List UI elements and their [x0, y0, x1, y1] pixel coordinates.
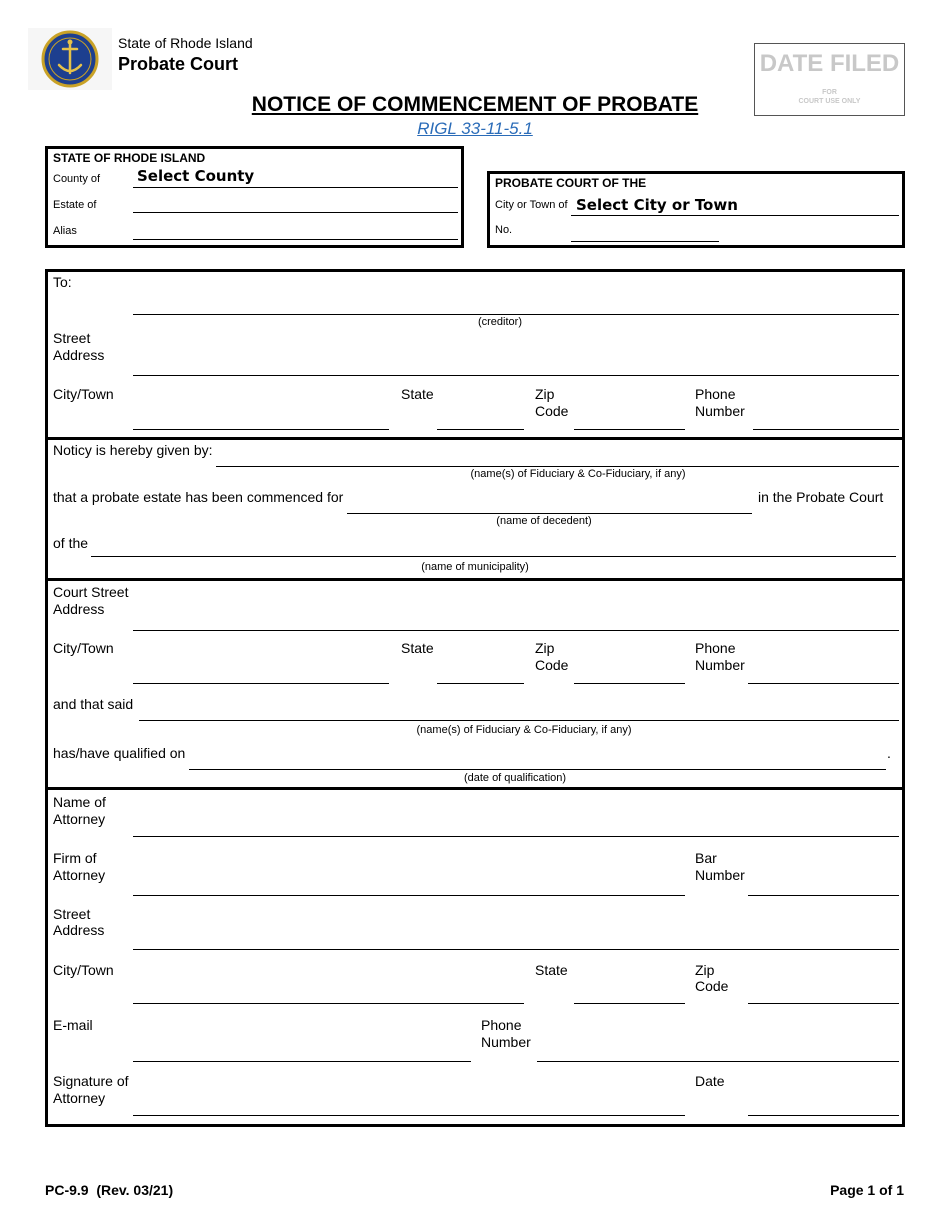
divider-2 [45, 578, 905, 581]
court-state-input[interactable] [437, 683, 524, 684]
estate-label: Estate of [53, 199, 97, 211]
qualified-period: . [887, 745, 891, 761]
to-zip-label-1: Zip [535, 386, 555, 402]
qualification-caption: (date of qualification) [463, 772, 567, 784]
page-title: NOTICE OF COMMENCEMENT OF PROBATE [251, 93, 699, 116]
date-filed-label: DATE FILED [759, 50, 900, 77]
municipality-caption: (name of municipality) [421, 561, 529, 573]
signature-date-label: Date [695, 1073, 725, 1089]
attorney-firm-label-1: Firm of [53, 850, 97, 866]
court-street-label-2: Address [53, 601, 105, 617]
caption-right-heading: PROBATE COURT OF THE [495, 176, 647, 190]
attorney-name-label-1: Name of [53, 794, 106, 810]
to-state-label: State [401, 386, 434, 402]
attorney-firm-input[interactable] [133, 895, 685, 896]
court-phone-input[interactable] [748, 683, 899, 684]
city-town-select[interactable]: Select City or Town [576, 196, 738, 214]
to-phone-label-1: Phone [695, 386, 736, 402]
city-town-label: City or Town of [495, 199, 568, 211]
creditor-input[interactable] [133, 314, 899, 315]
county-select[interactable]: Select County [137, 167, 255, 185]
decedent-caption: (name of decedent) [496, 515, 592, 527]
bar-number-label-2: Number [695, 867, 745, 883]
attorney-street-input[interactable] [133, 949, 899, 950]
and-said-caption: (name(s) of Fiduciary & Co-Fiduciary, if any) [416, 724, 632, 736]
attorney-name-label-2: Attorney [53, 811, 106, 827]
to-state-input[interactable] [437, 429, 524, 430]
qualified-label: has/have qualified on [53, 745, 186, 761]
decedent-input[interactable] [347, 513, 752, 514]
email-input[interactable] [133, 1061, 471, 1062]
to-zip-label-2: Code [535, 403, 569, 419]
form-id: PC-9.9 (Rev. 03/21) [45, 1182, 174, 1198]
date-filed-box [754, 43, 905, 116]
and-said-label: and that said [53, 696, 134, 712]
caption-left-heading: STATE OF RHODE ISLAND [53, 151, 206, 165]
rhode-island-seal-icon [28, 28, 112, 90]
and-said-input[interactable] [139, 720, 899, 721]
court-city-input[interactable] [133, 683, 389, 684]
court-zip-label-2: Code [535, 657, 569, 673]
attorney-city-label: City/Town [53, 962, 114, 978]
state-name: State of Rhode Island [118, 35, 253, 51]
bar-number-label-1: Bar [695, 850, 717, 866]
case-no-input[interactable] [571, 241, 719, 242]
attorney-city-input[interactable] [133, 1003, 524, 1004]
to-street-label-1: Street [53, 330, 91, 346]
commenced-label: that a probate estate has been commenced for [53, 489, 344, 505]
court-city-label: City/Town [53, 640, 114, 656]
divider-1 [45, 437, 905, 440]
attorney-street-label-1: Street [53, 906, 91, 922]
statute-link[interactable]: RIGL 33-11-5.1 [417, 119, 533, 138]
attorney-phone-input[interactable] [537, 1061, 899, 1062]
to-street-label-2: Address [53, 347, 105, 363]
court-street-input[interactable] [133, 630, 899, 631]
main-form-box [45, 269, 905, 1127]
email-label: E-mail [53, 1017, 93, 1033]
creditor-caption: (creditor) [477, 316, 522, 328]
in-court-label: in the Probate Court [758, 489, 884, 505]
estate-input[interactable] [133, 212, 458, 213]
city-town-line [571, 215, 899, 216]
attorney-phone-label-1: Phone [481, 1017, 522, 1033]
attorney-street-label-2: Address [53, 922, 105, 938]
case-no-label: No. [495, 224, 513, 236]
attorney-state-label: State [535, 962, 568, 978]
to-street-input[interactable] [133, 375, 899, 376]
to-zip-input[interactable] [574, 429, 685, 430]
court-use-for: FOR [822, 89, 837, 96]
alias-label: Alias [53, 225, 77, 237]
court-phone-label-2: Number [695, 657, 745, 673]
court-use-only: COURT USE ONLY [798, 98, 861, 105]
signature-input[interactable] [133, 1115, 685, 1116]
to-phone-label-2: Number [695, 403, 745, 419]
court-state-label: State [401, 640, 434, 656]
signature-date-input[interactable] [748, 1115, 899, 1116]
signature-label-1: Signature of [53, 1073, 129, 1089]
of-the-label: of the [53, 535, 89, 551]
signature-label-2: Attorney [53, 1090, 106, 1106]
court-street-label-1: Court Street [53, 584, 129, 600]
alias-input[interactable] [133, 239, 458, 240]
court-name: Probate Court [118, 54, 239, 74]
divider-3 [45, 787, 905, 790]
to-label: To: [53, 274, 72, 290]
given-by-input[interactable] [216, 466, 899, 467]
given-by-label: Noticy is hereby given by: [53, 442, 213, 458]
attorney-firm-label-2: Attorney [53, 867, 106, 883]
municipality-input[interactable] [91, 556, 896, 557]
court-phone-label-1: Phone [695, 640, 736, 656]
attorney-zip-input[interactable] [748, 1003, 899, 1004]
to-city-label: City/Town [53, 386, 114, 402]
attorney-phone-label-2: Number [481, 1034, 531, 1050]
court-zip-label-1: Zip [535, 640, 555, 656]
attorney-state-input[interactable] [574, 1003, 685, 1004]
court-zip-input[interactable] [574, 683, 685, 684]
attorney-name-input[interactable] [133, 836, 899, 837]
county-line [133, 187, 458, 188]
to-city-input[interactable] [133, 429, 389, 430]
qualification-date-input[interactable] [189, 769, 886, 770]
given-by-caption: (name(s) of Fiduciary & Co-Fiduciary, if any) [470, 468, 686, 480]
page-number: Page 1 of 1 [830, 1182, 904, 1198]
bar-number-input[interactable] [748, 895, 899, 896]
to-phone-input[interactable] [753, 429, 899, 430]
county-label: County of [53, 173, 101, 185]
attorney-zip-label-2: Code [695, 978, 729, 994]
attorney-zip-label-1: Zip [695, 962, 715, 978]
